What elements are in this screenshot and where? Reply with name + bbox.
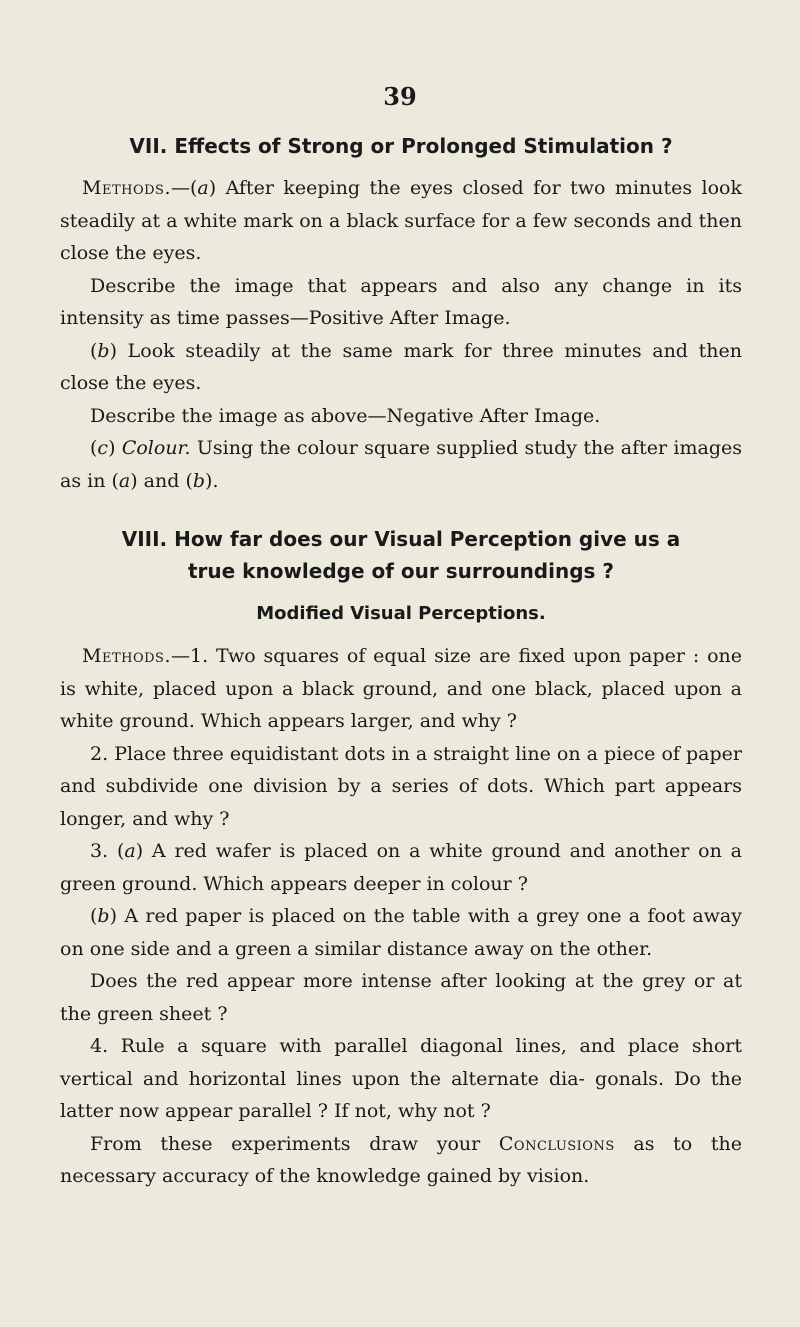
methods-label: Methods. (82, 645, 171, 667)
section-viii-conclusions-paragraph: From these experiments draw your Conclusions as to the necessary accuracy of the knowledge gained by vision. (60, 1132, 742, 1187)
methods-label: Methods. (82, 177, 171, 199)
conclusions-label: Conclusions (498, 1132, 615, 1155)
section-viii-heading: VIII. How far does our Visual Perception give us a true knowledge of our surroundings ? (121, 527, 681, 583)
section-viii-paragraph-3a: 3. (a) A red wafer is placed on a white ground and another on a green ground. Which appears deeper in colour ? (60, 840, 742, 895)
section-viii-paragraph-4: 4. Rule a square with parallel diagonal lines, and place short vertical and horizontal lines upon the alternate dia- gonals. Do the latter now appear parallel ? If not, why not ? (60, 1035, 742, 1122)
section-viii-methods-paragraph: Methods.—1. Two squares of equal size are fixed upon paper : one is white, placed upon a black ground, and one black, placed upon a white ground. Which appears larger, and why ? (60, 645, 742, 732)
section-viii-paragraph-3b: (b) A red paper is placed on the table with a grey one a foot away on one side and a green a similar distance away on the other. (60, 905, 742, 960)
section-vii-heading: VII. Effects of Strong or Prolonged Stimulation ? (129, 134, 673, 158)
section-vii-paragraph-b: (b) Look steadily at the same mark for three minutes and then close the eyes. (60, 339, 742, 394)
section-vii-methods-paragraph: Methods.—(a) After keeping the eyes closed for two minutes look steadily at a white mark on a black surface for a few seconds and then close the eyes. (60, 177, 742, 264)
section-vii-paragraph-4: Describe the image as above—Negative After Image. (90, 404, 601, 427)
section-vii-paragraph-2: Describe the image that appears and also any change in its intensity as time passes—Positive After Image. (60, 274, 742, 329)
section-viii-subheading: Modified Visual Perceptions. (256, 603, 546, 624)
section-viii-paragraph-5: Does the red appear more intense after looking at the grey or at the green sheet ? (60, 970, 742, 1025)
section-vii-paragraph-c: (c) Colour. Using the colour square supplied study the after images as in (a) and (b). (60, 437, 743, 492)
page-number: 39 (383, 82, 417, 111)
section-viii-paragraph-2: 2. Place three equidistant dots in a straight line on a piece of paper and subdivide one division by a series of dots. Which part appears longer, and why ? (60, 742, 742, 830)
